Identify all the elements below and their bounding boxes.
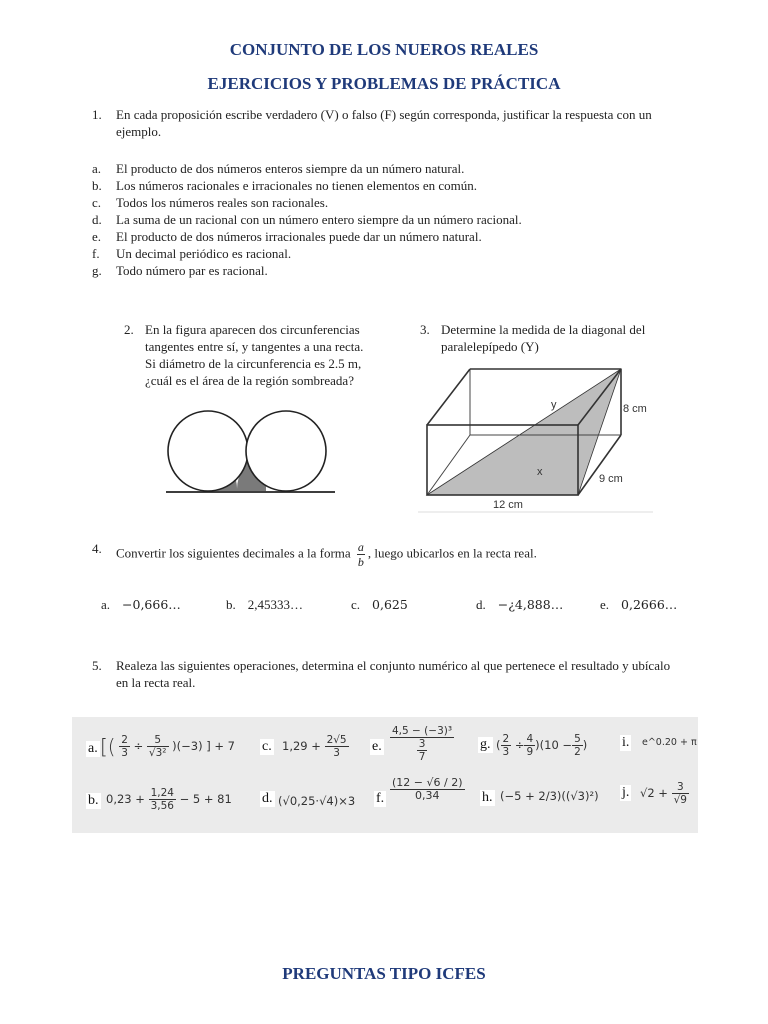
- op-label-j: j.: [622, 785, 630, 800]
- op-label-d: d.: [262, 791, 273, 806]
- list-item: g. Todo número par es racional.: [92, 263, 268, 278]
- q1-number: 1.: [92, 107, 102, 122]
- op-expression-b: 0,23 + $\frac{1,24}{3,56}$ − 5 + 81: [106, 787, 232, 812]
- op-label-h: h.: [482, 790, 493, 805]
- label-y: y: [551, 399, 557, 411]
- op-expression-f: $\frac{(12 - √6 / 2)}{0,34}$: [392, 776, 463, 802]
- q4-number: 4.: [92, 541, 102, 556]
- op-expression-i: e^0.20 + π: [642, 737, 697, 748]
- op-label-c: c.: [262, 739, 272, 754]
- document-subtitle: EJERCICIOS Y PROBLEMAS DE PRÁCTICA: [207, 74, 561, 93]
- operations-panel: [72, 717, 698, 833]
- list-item: a. El producto de dos números enteros siempre da un número natural.: [92, 161, 465, 176]
- q5-number: 5.: [92, 658, 102, 673]
- op-expression-g: ( $\frac{2}{3}$ ÷ $\frac{4}{9}$ )(10 − $\frac{5}{2}$ ): [496, 733, 588, 758]
- op-expression-h: (−5 + 2/3)((√3)²): [500, 789, 599, 803]
- label-width: 12 cm: [493, 499, 523, 511]
- op-label-f: f.: [376, 791, 385, 806]
- op-label-g: g.: [480, 737, 491, 752]
- list-item: e. El producto de dos números irracionales puede dar un número natural.: [92, 229, 482, 244]
- parallelepiped-figure: [418, 360, 658, 520]
- label-x: x: [537, 466, 543, 478]
- op-expression-e: $\frac{\text{4,5 − (−3)³}}{\frac{3}{7}}$: [392, 725, 453, 763]
- op-expression-d: (√0,25·√4)×3: [278, 794, 356, 808]
- list-item: d. La suma de un racional con un número entero siempre da un número racional.: [92, 212, 522, 227]
- tangent-circles-figure: [160, 405, 340, 500]
- q3-statement: Determine la medida de la diagonal del paralelepípedo (Y): [441, 322, 646, 354]
- op-expression-a: [( $\frac{2}{3}$ ÷ $\frac{5}{\text{√3²}}$ )(−3) ] + 7: [100, 734, 235, 759]
- op-expression-c: 1,29 + $\frac{2√5}{3}$: [282, 734, 347, 759]
- list-item: c. Todos los números reales son racionales.: [92, 195, 329, 210]
- list-item: f. Un decimal periódico es racional.: [92, 246, 292, 261]
- q4-item-e: e. 0,2666…: [600, 597, 678, 612]
- op-label-e: e.: [372, 739, 382, 754]
- label-depth: 9 cm: [599, 473, 623, 485]
- q5-statement: Realeza las siguientes operaciones, determina el conjunto numérico al que pertenece el resultado y ubícalo en la recta real.: [116, 658, 671, 690]
- q4-item-c: c. 0,625: [351, 597, 408, 612]
- op-label-b: b.: [88, 793, 99, 808]
- fraction-a-over-b: $\frac{a}{b}$: [357, 540, 364, 569]
- q4-statement: Convertir los siguientes decimales a la forma $\frac{a}{b}$ , luego ubicarlos en la recta real.: [116, 540, 537, 569]
- section-title-icfes: PREGUNTAS TIPO ICFES: [282, 964, 486, 983]
- op-label-i: i.: [622, 735, 630, 750]
- q2-number: 2.: [124, 322, 134, 337]
- q4-item-d: d. −¿4,888…: [476, 597, 564, 612]
- label-height: 8 cm: [623, 403, 647, 415]
- list-item: b. Los números racionales e irracionales no tienen elementos en común.: [92, 178, 477, 193]
- q4-item-b: b. 2,45333…: [226, 597, 303, 612]
- q1-item-list: [92, 160, 522, 279]
- q4-item-a: a. −0,666…: [101, 597, 181, 612]
- op-expression-j: √2 + $\frac{3}{√9}$: [640, 781, 687, 806]
- q2-statement: En la figura aparecen dos circunferencias tangentes entre sí, y tangentes a una recta. Si diámetro de la circunferencia es 2.5 m, ¿cuál es el área de la región sombreada?: [145, 322, 364, 388]
- op-label-a: a.: [88, 741, 98, 756]
- q3-number: 3.: [420, 322, 430, 337]
- document-title: CONJUNTO DE LOS NUEROS REALES: [229, 40, 539, 59]
- q1-statement: En cada proposición escribe verdadero (V) o falso (F) según corresponda, justificar la respuesta con un ejemplo.: [116, 107, 652, 139]
